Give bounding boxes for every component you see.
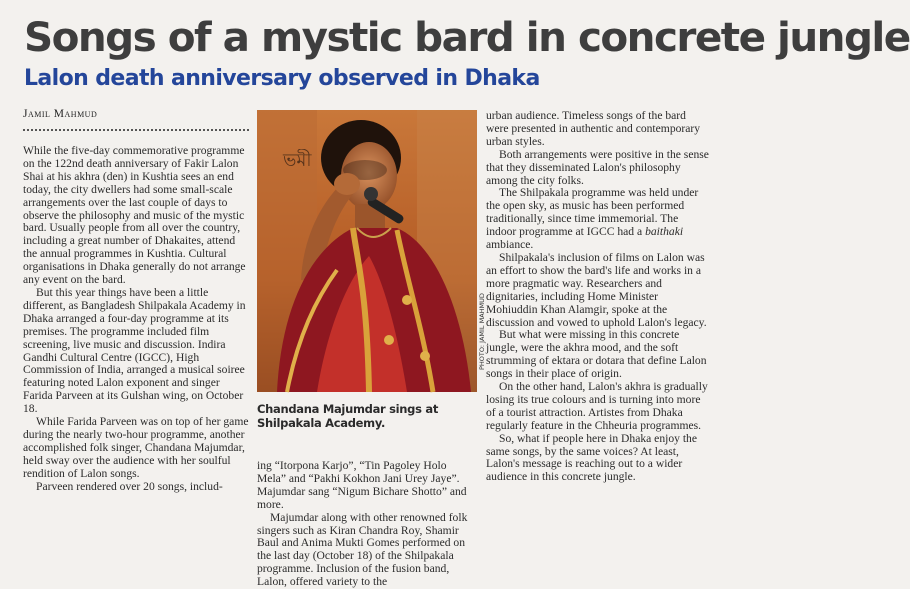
paragraph: While Farida Parveen was on top of her game during the nearly two-hour programme, another accomplished folk singer, Chandana Majumdar, held sway over the audience with her soulful rendition of Lalon songs.	[23, 415, 249, 480]
photo-credit: PHOTO: JAMIL MAHMUD	[478, 293, 486, 370]
singer-photo	[257, 110, 477, 392]
byline-divider	[23, 129, 249, 131]
svg-text:ভমী: ভমী	[283, 150, 312, 171]
paragraph: While the five-day commemorative programme on the 122nd death anniversary of Fakir Lalon Shai at his akhra (den) in Kushtia sees an end today, the city dwellers had some small-scale arrangements over the last couple of days to observe the philosophy and music of the mystic bard. Usually people from all over the country, including a great number of Dhakaites, attend the annual programmes in Kushtia. Cultural organisations in Dhaka generally do not arrange any event on the bard.	[23, 144, 246, 287]
paragraph: But what were missing in this concrete jungle, were the akhra mood, and the soft strumming of ektara or dotara that define Lalon songs in their place of origin.	[486, 328, 707, 381]
paragraph: ing “Itorpona Karjo”, “Tin Pagoley Holo Mela” and “Pakhi Kokhon Jani Urey Jaye”. Majumdar sang “Nigum Bichare Shotto” and more.	[257, 459, 467, 511]
emphasis-baithaki: baithaki	[645, 225, 684, 239]
photo-caption: Chandana Majumdar sings at Shilpakala Academy.	[257, 402, 439, 430]
paragraph: Both arrangements were positive in the sense that they disseminated Lalon's philosophy among the city folks.	[486, 147, 709, 187]
paragraph-text: ambiance.	[486, 238, 534, 252]
paragraph: Majumdar along with other renowned folk singers such as Kiran Chandra Roy, Shamir Baul and Anima Mukti Gomes performed on the last day (October 18) of the Shilpakala programme. Inclusion of the fusion band, Lalon, offered variety to the	[257, 510, 468, 589]
byline: Jamil Mahmud	[23, 108, 98, 120]
paragraph: Parveen rendered over 20 songs, includ-	[36, 479, 223, 493]
paragraph	[486, 187, 711, 252]
article-column-2	[257, 460, 477, 589]
paragraph: So, what if people here in Dhaka enjoy the same songs, by the same voices? At least, Lalon's message is reaching out to a wider audience in this concrete jungle.	[486, 431, 697, 484]
paragraph: But this year things have been a little different, as Bangladesh Shilpakala Academy in Dhaka arranged a four-day programme at its premises. The programme included film screening, live music and discussion. Indira Gandhi Cultural Centre (IGCC), High Commission of India, arranged a musical soiree featuring noted Lalon exponent and singer Farida Parveen at its Gulshan wing, on October 18.	[23, 285, 246, 416]
article-column-3	[486, 110, 711, 484]
paragraph: Shilpakala's inclusion of films on Lalon was an effort to show the bard's life and works in a more pragmatic way. Researchers and dignitaries, including Home Minister Mohiuddin Khan Alamgir, spoke at the discussion and vowed to uphold Lalon's legacy.	[486, 250, 707, 329]
paragraph: On the other hand, Lalon's akhra is gradually losing its true colours and is turning into more of a tourist attraction. Artistes from Dhaka regularly feature in the Chheuria programmes.	[486, 380, 708, 432]
paragraph: urban audience. Timeless songs of the bard were presented in authentic and contemporary urban styles.	[486, 109, 701, 148]
subheadline: Lalon death anniversary observed in Dhaka	[24, 66, 540, 91]
headline: Songs of a mystic bard in concrete jungle	[24, 13, 910, 61]
article-column-1	[23, 145, 249, 493]
paragraph-text: The Shilpakala programme was held under the open sky, as music has been performed traditionally, since time immemorial. The indoor programme at IGCC had a	[486, 186, 699, 239]
